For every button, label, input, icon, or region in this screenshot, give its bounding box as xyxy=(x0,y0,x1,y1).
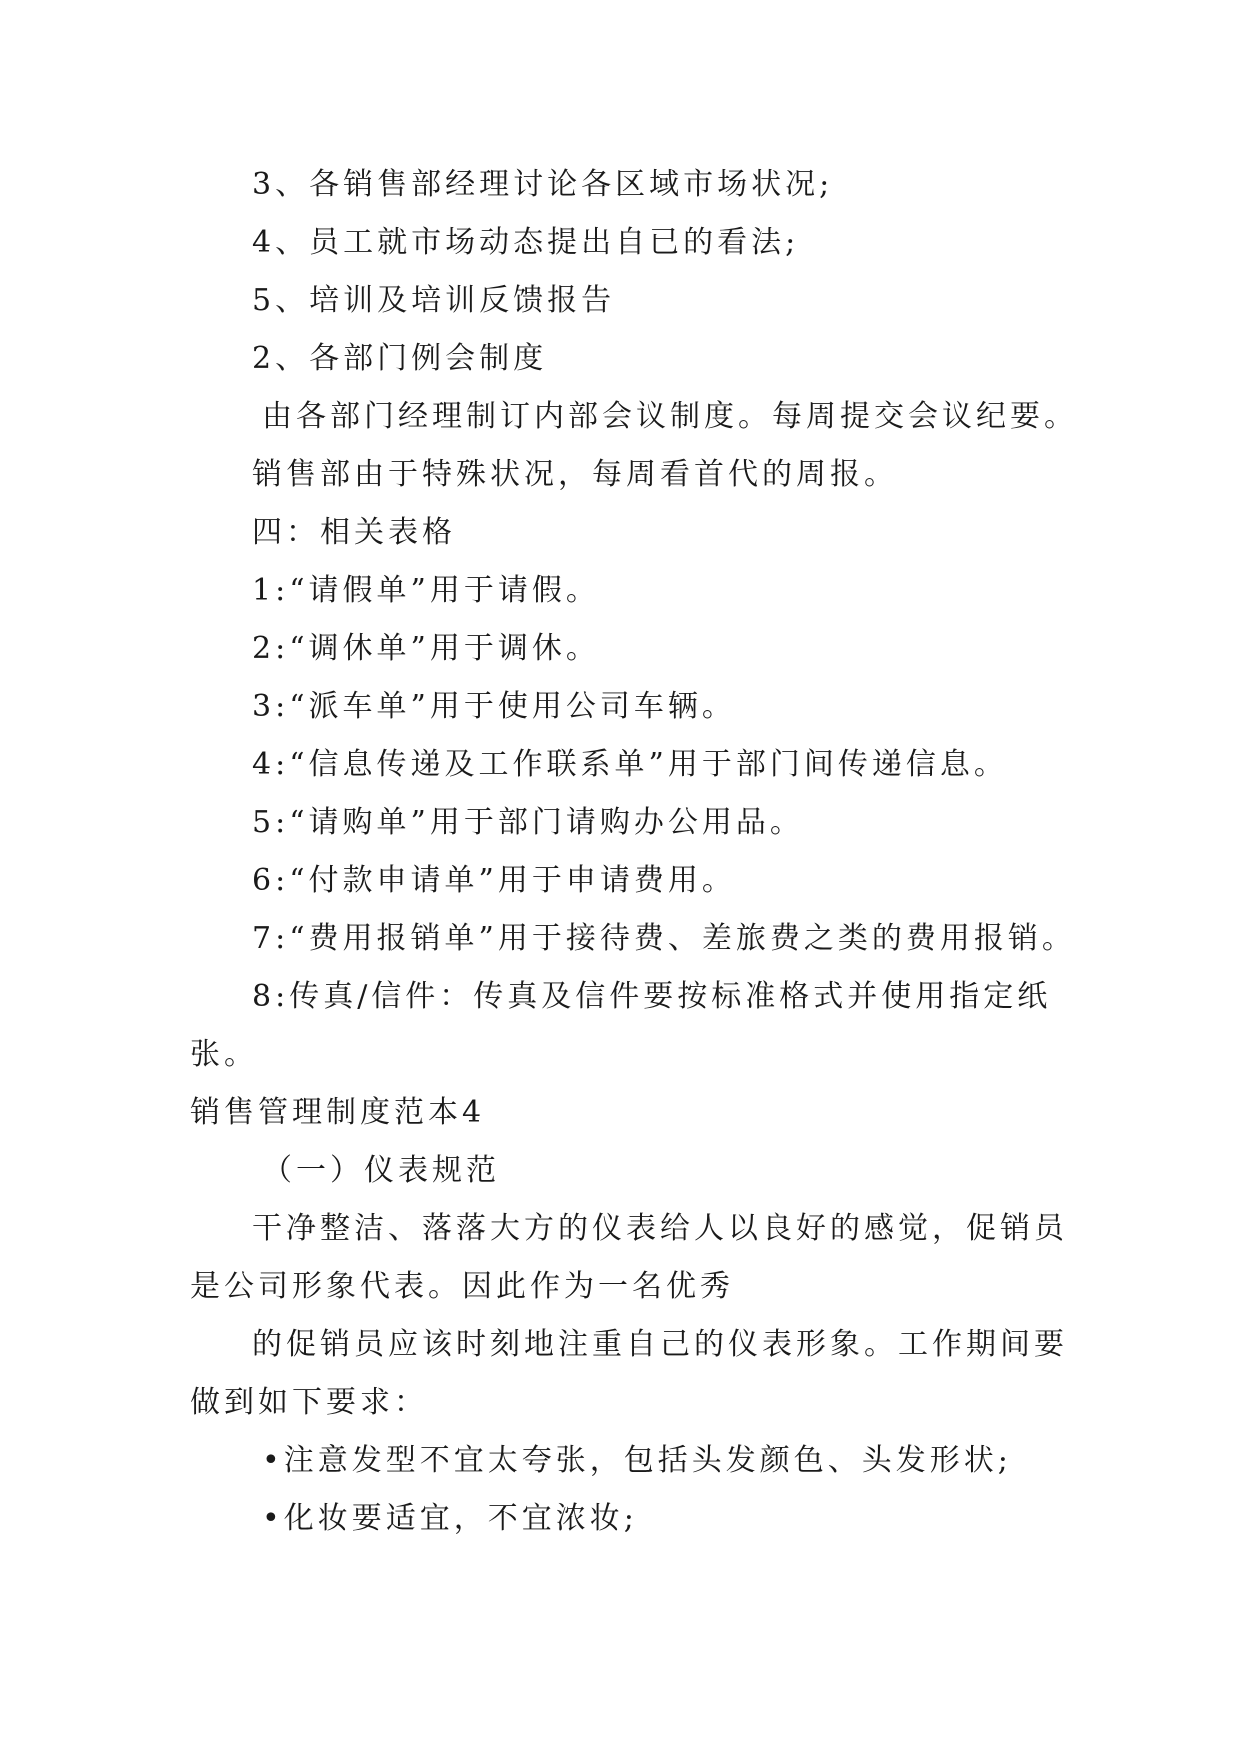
text-line: 2:“调休单”用于调休。 xyxy=(252,631,600,666)
text-line: 3、各销售部经理讨论各区域市场状况; xyxy=(252,167,834,202)
text-line: 是公司形象代表。因此作为一名优秀 xyxy=(190,1269,734,1304)
text-line: 做到如下要求： xyxy=(190,1385,428,1420)
text-line: 5、培训及培训反馈报告 xyxy=(252,283,616,318)
document-title: 销售管理制度范本4 xyxy=(190,1095,486,1130)
text-line: 干净整洁、落落大方的仪表给人以良好的感觉，促销员 xyxy=(252,1211,1068,1246)
text-line: 4:“信息传递及工作联系单”用于部门间传递信息。 xyxy=(252,747,1008,782)
text-line: 5:“请购单”用于部门请购办公用品。 xyxy=(252,805,804,840)
text-line: 7:“费用报销单”用于接待费、差旅费之类的费用报销。 xyxy=(252,921,1076,956)
text-line: 由各部门经理制订内部会议制度。每周提交会议纪要。 xyxy=(262,399,1078,434)
section-heading: （一）仪表规范 xyxy=(262,1153,500,1188)
section-heading: 四：相关表格 xyxy=(252,515,456,550)
bullet-item: •化妆要适宜，不宜浓妆; xyxy=(262,1501,638,1536)
text-line: 8:传真/信件：传真及信件要按标准格式并使用指定纸 xyxy=(252,979,1052,1014)
bullet-item: •注意发型不宜太夸张，包括头发颜色、头发形状; xyxy=(262,1443,1012,1478)
text-line: 销售部由于特殊状况，每周看首代的周报。 xyxy=(252,457,898,492)
text-line: 2、各部门例会制度 xyxy=(252,341,548,376)
text-line: 3:“派车单”用于使用公司车辆。 xyxy=(252,689,736,724)
text-line: 张。 xyxy=(190,1037,258,1072)
text-line: 4、员工就市场动态提出自已的看法; xyxy=(252,225,800,260)
text-line: 的促销员应该时刻地注重自己的仪表形象。工作期间要 xyxy=(252,1327,1068,1362)
text-line: 1:“请假单”用于请假。 xyxy=(252,573,600,608)
text-line: 6:“付款申请单”用于申请费用。 xyxy=(252,863,736,898)
